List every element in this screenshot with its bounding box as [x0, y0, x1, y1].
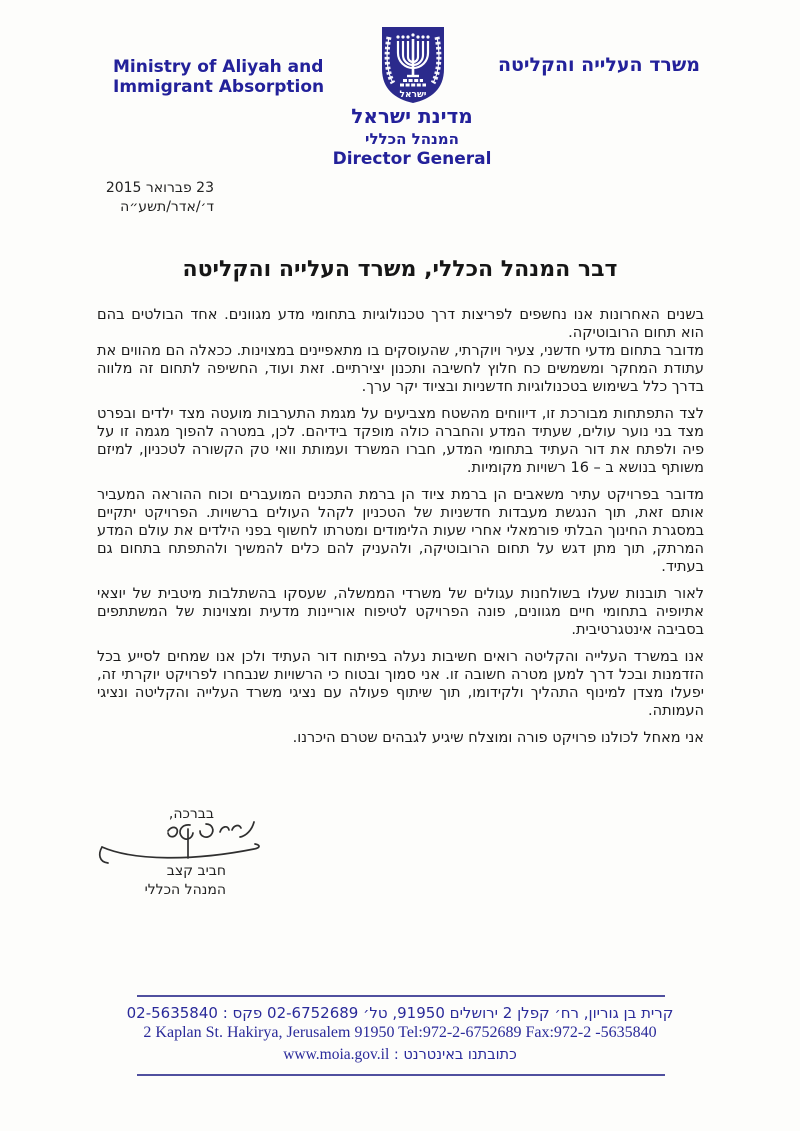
ministry-name-english — [113, 57, 324, 97]
letter-paragraph: אני מאחל לכולנו פרויקט פורה ומוצלח שיגיע לגבהים שטרם היכרנו. — [292, 730, 704, 746]
signer-role: המנהל הכללי — [144, 882, 226, 898]
letter-paragraph: מדובר בתחום מדעי חדשני, צעיר ויוקרתי, שהעוסקים בו מתאפיינים במצוינות. ככאלה הם מהווים את עתודת המחקר ומשמשים כח חלוץ לחשיבה ותכנון יצירתיים. זאת ועוד, החשיפה לתחום זה מלווה בדרך כלל בשימוש בטכנולוגיות חדשניות ובציוד יקר ערך. — [97, 343, 704, 395]
footer-divider-top — [137, 995, 665, 997]
ministry-name-english-line2: Immigrant Absorption — [113, 77, 325, 97]
director-general-hebrew: המנהל הכללי — [365, 130, 459, 148]
closing-salutation: בברכה, — [168, 806, 214, 822]
state-of-israel-title: מדינת ישראל — [351, 104, 473, 128]
letter-title: דבר המנהל הכללי, משרד העלייה והקליטה — [182, 257, 618, 282]
date-gregorian: 23 פברואר 2015 — [105, 180, 214, 196]
signer-block — [96, 862, 226, 900]
letter-paragraph: מדובר בפרויקט עתיר משאבים הן ברמת ציוד הן ברמת התכנים המועברים וכוח ההוראה המעביר אותם זאת, תוך הנגשת מעבדות חדשניות של הטכניון לקהל העולים ברשויות. הפרויקט יתקיים במסגרת החינוך הבלתי פורמאלי אחרי שעות הלימודים ומטרתו לחשוף בפני הילדים את עולם המדע המרתק, תוך מתן דגש על תחום הרובוטיקה, ולהעניק להם כלים להמשיך ולהתפתח בתחום גם בעתיד. — [97, 487, 704, 575]
letter-paragraph: בשנים האחרונות אנו נחשפים לפריצות דרך טכנולוגיות בתחומי מדע מגוונים. אחד הבולטים בהם הוא תחום הרובוטיקה. — [97, 307, 704, 341]
letterhead-center-block — [12, 104, 800, 169]
date-hebrew: ד׳/אדר/תשע״ה — [120, 199, 214, 215]
israel-state-emblem-icon — [376, 23, 450, 105]
footer-address-hebrew: קרית בן גוריון, רח׳ קפלן 2 ירושלים 91950, טל׳ 02-6752689 פקס : 02-5635840 — [126, 1004, 674, 1022]
letter-paragraph: לאור תובנות שעלו בשולחנות עגולים של משרדי הממשלה, שעסקו בהשתלבות מיטבית של יוצאי אתיופיה בתחומי חיים מגוונים, פונה הפרויקט לטיפוח אוריינות מדעית ומצוינות של המשתתפים בסביבה אינטגרטיבית. — [97, 586, 704, 638]
letter-paragraph: אנו במשרד העלייה והקליטה רואים חשיבות נעלה בפיתוח דור העתיד ולכן אנו שמחים לסייע בכל הזדמנות ובכל דרך למען מטרה חשובה זו. אני סמוך ובטוח כי הרשויות שנבחרו לפרויקט יוקרתי זה, יפעלו מצדן למינוף התהליך ולקידומו, תוך שיתוף פעולה עם נציגי משרד העלייה והקליטה ונציגי העמותה. — [97, 649, 704, 719]
website-label: כתובתנו באינטרנט : — [393, 1047, 517, 1063]
ministry-name-english-line1: Ministry of Aliyah and — [113, 57, 324, 77]
letter-paragraph: לצד התפתחות מבורכת זו, דיווחים מהשטח מצביעים על מגמת התערבות מועטה מצד ילדים ובפרט מצד בני נוער עולים, שעתיד המדע והחברה כולה מופקד בידיהם. לכן, במטרה להפוך מגמה זו על פיה ולפתח את דור העתיד בתחומי המדע, חברו המשרד ועמותת וואי טק הקשורה לטכניון, למיזם משותף בנושא ב – 16 רשויות מקומיות. — [97, 406, 704, 476]
footer-address-english: 2 Kaplan St. Hakirya, Jerusalem 91950 Tel:972-2-6752689 Fax:972-2 -5635840 — [143, 1024, 657, 1041]
website-url: www.moia.gov.il — [283, 1046, 390, 1063]
ministry-name-hebrew: משרד העלייה והקליטה — [497, 54, 700, 76]
footer-divider-bottom — [137, 1074, 665, 1076]
director-general-english: Director General — [332, 149, 492, 169]
footer-website-line — [0, 1046, 800, 1064]
signer-name: חביב קצב — [166, 863, 226, 879]
emblem-caption-text: ישראל — [399, 90, 427, 100]
letter-body — [97, 306, 704, 756]
date-block — [96, 179, 214, 217]
